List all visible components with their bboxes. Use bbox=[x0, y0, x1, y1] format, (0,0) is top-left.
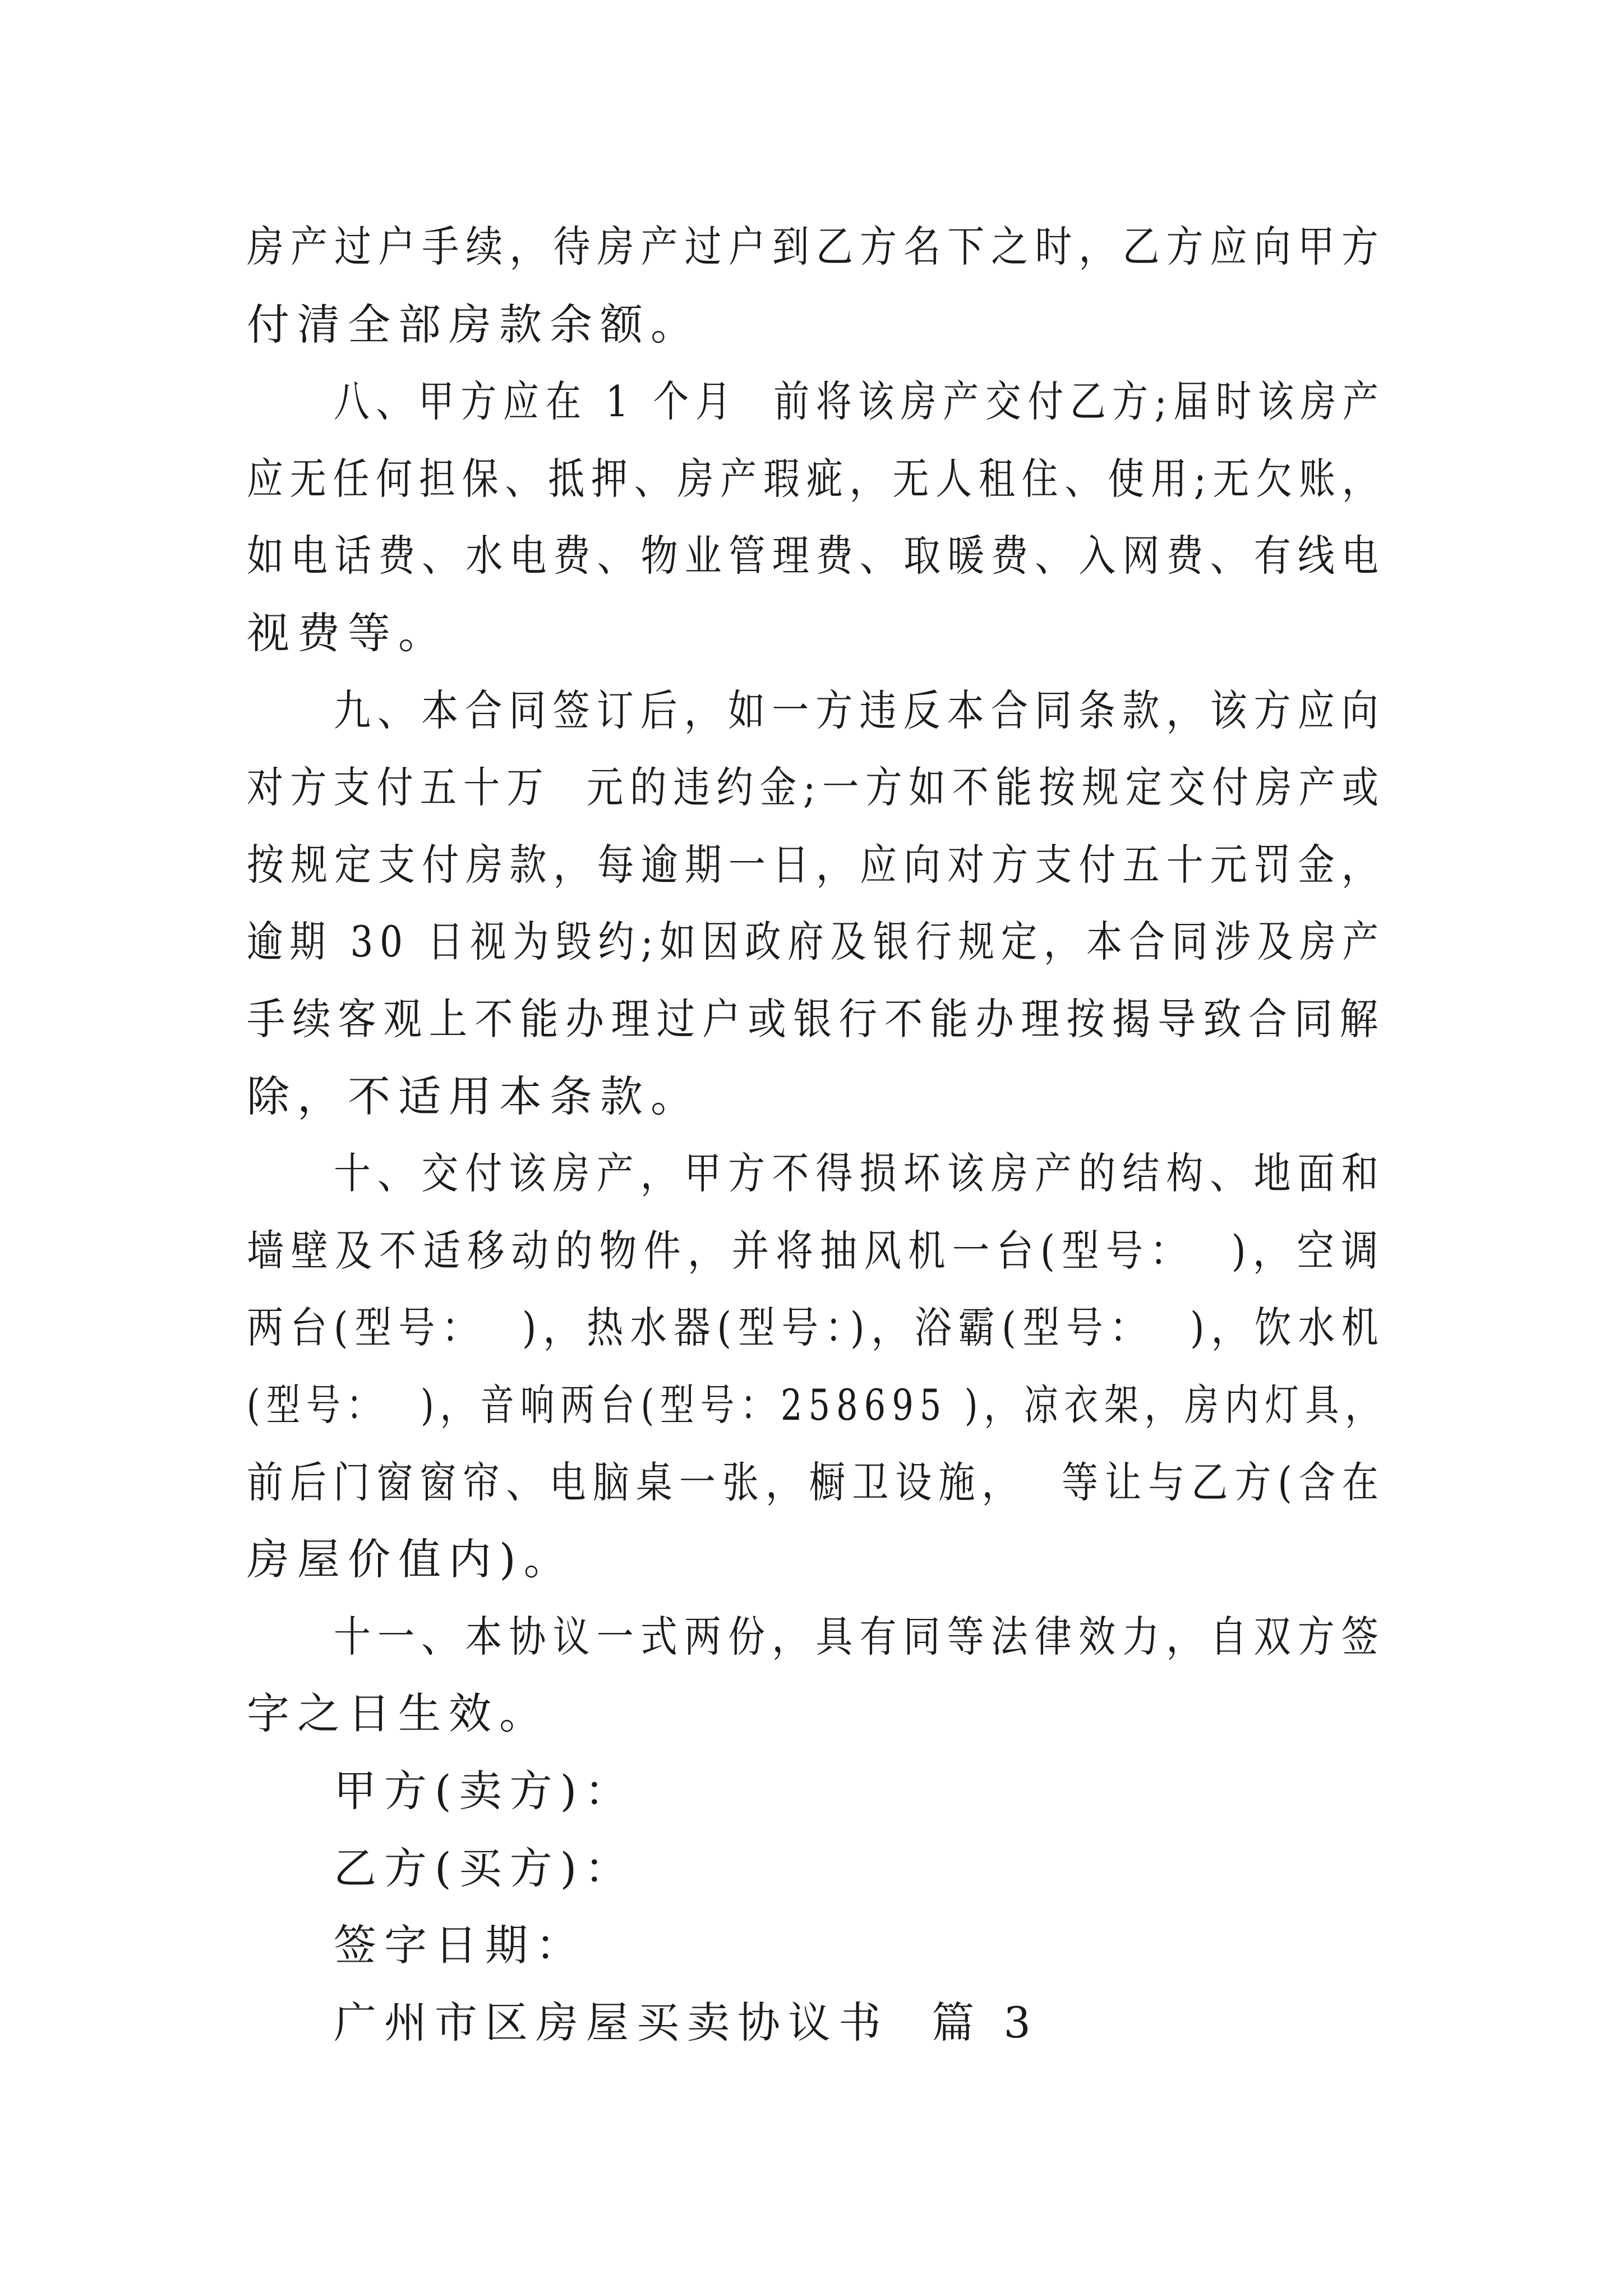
text-line: 对方支付五十万 元的违约金;一方如不能按规定交付房产或 bbox=[247, 762, 1385, 812]
party-a-label: 甲方(卖方)： bbox=[334, 1766, 635, 1816]
section-heading: 广州市区房屋买卖协议书 篇 3 bbox=[334, 1998, 1039, 2047]
text-line: 手续客观上不能办理过户或银行不能办理按揭导致合同解 bbox=[247, 994, 1385, 1044]
party-b-label: 乙方(买方)： bbox=[334, 1843, 635, 1893]
text-line: 十一、本协议一式两份，具有同等法律效力，自双方签 bbox=[334, 1612, 1385, 1662]
text-line: 十、交付该房产，甲方不得损坏该房产的结构、地面和 bbox=[334, 1148, 1385, 1198]
text-line: (型号： )，音响两台(型号：258695 )，凉衣架，房内灯具， bbox=[247, 1380, 1386, 1430]
text-line: 付清全部房款余额。 bbox=[247, 300, 701, 349]
text-line: 除，不适用本条款。 bbox=[247, 1071, 701, 1121]
text-line: 房屋价值内)。 bbox=[247, 1534, 574, 1584]
text-line: 视费等。 bbox=[247, 608, 449, 658]
text-line: 应无任何担保、抵押、房产瑕疵，无人租住、使用;无欠账， bbox=[247, 454, 1385, 504]
text-line: 房产过户手续，待房产过户到乙方名下之时，乙方应向甲方 bbox=[247, 222, 1385, 272]
text-line: 如电话费、水电费、物业管理费、取暖费、入网费、有线电 bbox=[247, 531, 1385, 581]
text-line: 字之日生效。 bbox=[247, 1688, 550, 1738]
text-line: 逾期 30 日视为毁约;如因政府及银行规定，本合同涉及房产 bbox=[247, 917, 1385, 967]
text-line: 前后门窗窗帘、电脑桌一张，橱卫设施， 等让与乙方(含在 bbox=[247, 1457, 1385, 1507]
text-line: 墙壁及不适移动的物件，并将抽风机一台(型号： )，空调 bbox=[247, 1226, 1385, 1276]
sign-date-label: 签字日期： bbox=[334, 1920, 586, 1970]
text-line: 九、本合同签订后，如一方违反本合同条款，该方应向 bbox=[334, 685, 1385, 735]
text-line: 按规定支付房款，每逾期一日，应向对方支付五十元罚金， bbox=[247, 840, 1385, 890]
text-line: 两台(型号： )，热水器(型号：)，浴霸(型号： )，饮水机 bbox=[247, 1303, 1385, 1352]
text-line: 八、甲方应在 1 个月 前将该房产交付乙方;届时该房产 bbox=[334, 376, 1385, 426]
